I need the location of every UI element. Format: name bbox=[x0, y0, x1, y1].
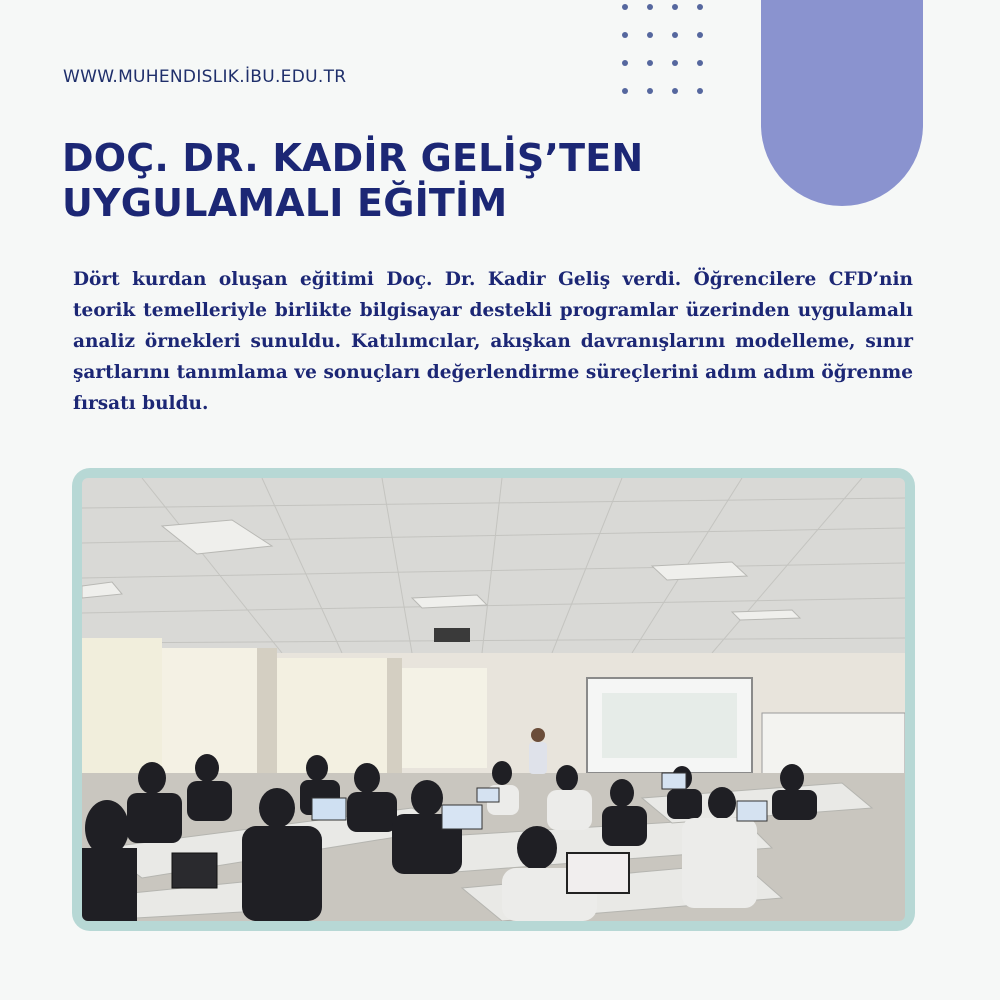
instructor bbox=[529, 728, 547, 774]
website-url: WWW.MUHENDISLIK.İBU.EDU.TR bbox=[63, 67, 347, 87]
decorative-dot bbox=[672, 4, 678, 10]
screen-slide bbox=[602, 693, 737, 758]
classroom-illustration bbox=[82, 478, 905, 921]
classroom-photo bbox=[82, 478, 905, 921]
decorative-dot bbox=[622, 32, 628, 38]
decorative-dot bbox=[647, 88, 653, 94]
decorative-dot bbox=[697, 60, 703, 66]
body-paragraph: Dört kurdan oluşan eğitimi Doç. Dr. Kadir Geliş verdi. Öğrencilere CFD’nin teorik temelleriyle birlikte bilgisayar destekli programlar üzerinden uygulamalı analiz örnekleri sunuldu. Katılımcılar, akışkan davranışlarını modelleme, sınır şartlarını tanımlama ve sonuçları değerlendirme süreçlerini adım adım öğrenme fırsatı buldu. bbox=[73, 269, 913, 414]
decorative-dot bbox=[672, 32, 678, 38]
decorative-pill-shape bbox=[761, 0, 923, 206]
decorative-dot-grid bbox=[622, 4, 712, 104]
page-title bbox=[62, 136, 643, 226]
decorative-dot bbox=[622, 60, 628, 66]
title-line-1: DOÇ. DR. KADİR GELİŞ’TEN bbox=[62, 136, 644, 180]
decorative-dot bbox=[697, 88, 703, 94]
decorative-dot bbox=[622, 88, 628, 94]
decorative-dot bbox=[672, 88, 678, 94]
photo-frame bbox=[72, 468, 915, 931]
projector bbox=[434, 628, 470, 642]
decorative-dot bbox=[697, 32, 703, 38]
decorative-dot bbox=[647, 32, 653, 38]
decorative-dot bbox=[697, 4, 703, 10]
decorative-dot bbox=[647, 4, 653, 10]
decorative-dot bbox=[647, 60, 653, 66]
title-line-2: UYGULAMALI EĞİTİM bbox=[62, 181, 508, 225]
decorative-dot bbox=[672, 60, 678, 66]
decorative-dot bbox=[622, 4, 628, 10]
